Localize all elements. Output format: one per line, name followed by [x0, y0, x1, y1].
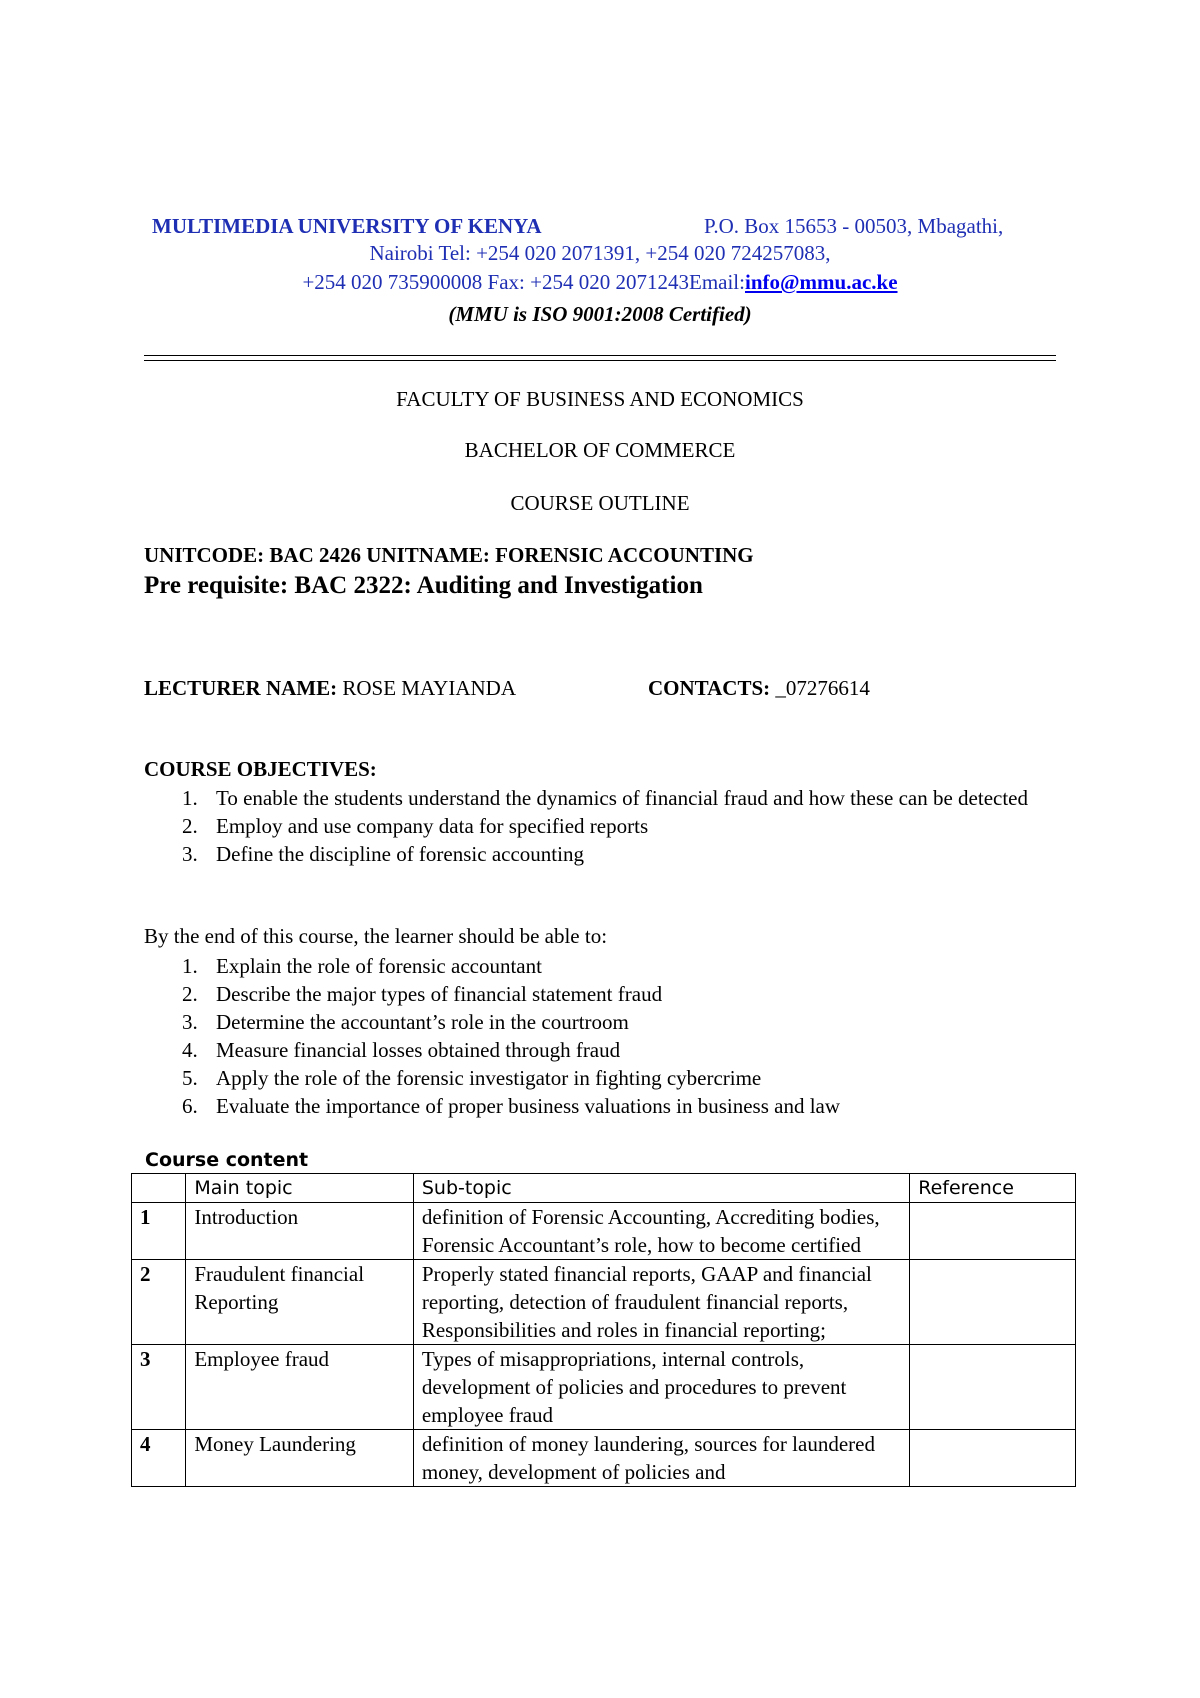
table-header-row — [132, 1174, 1076, 1203]
row-number: 4 — [132, 1430, 186, 1487]
list-text: Explain the role of forensic accountant — [216, 954, 542, 978]
prerequisite: Pre requisite: BAC 2322: Auditing and Investigation — [144, 572, 703, 599]
list-text: Employ and use company data for specified reports — [216, 814, 649, 838]
list-number: 3. — [182, 1010, 198, 1034]
list-number: 4. — [182, 1038, 198, 1062]
list-text: Measure financial losses obtained through fraud — [216, 1038, 621, 1062]
iso-certification: (MMU is ISO 9001:2008 Certified) — [448, 302, 752, 326]
lecturer-name: ROSE MAYIANDA — [342, 676, 517, 700]
lecturer-label: LECTURER NAME: — [144, 676, 338, 700]
list-item — [144, 1092, 1064, 1120]
list-number: 3. — [182, 842, 198, 866]
list-item — [144, 1064, 1064, 1092]
reference-cell — [910, 1260, 1076, 1345]
list-item — [144, 1008, 1064, 1036]
list-text: Apply the role of the forensic investigator in fighting cybercrime — [216, 1066, 762, 1090]
main-topic-cell: Introduction — [186, 1203, 413, 1260]
lecturer-line — [144, 676, 516, 701]
course-content-table — [131, 1173, 1076, 1487]
email-link[interactable]: info@mmu.ac.ke — [744, 270, 898, 294]
list-text: Evaluate the importance of proper business valuations in business and law — [216, 1094, 841, 1118]
list-item — [144, 980, 1064, 1008]
course-content-title: Course content — [145, 1149, 309, 1171]
list-item — [144, 952, 1064, 980]
sub-topic-cell: definition of money laundering, sources for laundered money, development of policies and — [413, 1430, 909, 1487]
row-number: 3 — [132, 1345, 186, 1430]
list-number: 1. — [182, 954, 198, 978]
table-row — [132, 1345, 1076, 1430]
reference-cell — [910, 1430, 1076, 1487]
faculty-heading: FACULTY OF BUSINESS AND ECONOMICS — [396, 387, 804, 411]
document-title: COURSE OUTLINE — [510, 491, 690, 515]
list-item — [144, 784, 1064, 812]
column-header-main-topic: Main topic — [186, 1174, 413, 1203]
outcomes-intro: By the end of this course, the learner should be able to: — [144, 924, 608, 948]
contacts-label: CONTACTS: — [648, 676, 771, 700]
po-box: P.O. Box 15653 - 00503, Mbagathi, — [704, 214, 1004, 238]
list-number: 6. — [182, 1094, 198, 1118]
contacts-line — [648, 676, 870, 701]
reference-cell — [910, 1203, 1076, 1260]
degree-heading: BACHELOR OF COMMERCE — [464, 438, 736, 462]
sub-topic-cell: definition of Forensic Accounting, Accrediting bodies, Forensic Accountant’s role, how to become certified — [413, 1203, 909, 1260]
objectives-list — [144, 784, 1064, 868]
list-item — [144, 812, 1064, 840]
main-topic-cell: Fraudulent financial Reporting — [186, 1260, 413, 1345]
main-topic-cell: Money Laundering — [186, 1430, 413, 1487]
contacts-value: _07276614 — [775, 676, 870, 700]
list-text: Describe the major types of financial statement fraud — [216, 982, 663, 1006]
list-item — [144, 840, 1064, 868]
header-divider-top — [144, 355, 1056, 356]
header-fax-text: +254 020 735900008 Fax: +254 020 2071243Email: — [302, 270, 745, 294]
column-header-reference: Reference — [910, 1174, 1076, 1203]
list-number: 5. — [182, 1066, 198, 1090]
list-number: 2. — [182, 982, 198, 1006]
sub-topic-cell: Types of misappropriations, internal controls, development of policies and procedures to prevent employee fraud — [413, 1345, 909, 1430]
list-number: 2. — [182, 814, 198, 838]
header-fax-line — [0, 270, 1200, 295]
header-phone-line: Nairobi Tel: +254 020 2071391, +254 020 724257083, — [369, 241, 831, 265]
list-text: Determine the accountant’s role in the courtroom — [216, 1010, 629, 1034]
table-row — [132, 1430, 1076, 1487]
list-text: Define the discipline of forensic accounting — [216, 842, 584, 866]
header-divider-bottom — [144, 360, 1056, 361]
objectives-title: COURSE OBJECTIVES: — [144, 757, 377, 781]
table-row — [132, 1203, 1076, 1260]
sub-topic-cell: Properly stated financial reports, GAAP and financial reporting, detection of fraudulent financial reports, Responsibilities and roles in financial reporting; — [413, 1260, 909, 1345]
column-header-number — [132, 1174, 186, 1203]
university-name: MULTIMEDIA UNIVERSITY OF KENYA — [152, 214, 542, 238]
unit-info: UNITCODE: BAC 2426 UNITNAME: FORENSIC ACCOUNTING — [144, 543, 754, 567]
reference-cell — [910, 1345, 1076, 1430]
list-text: To enable the students understand the dynamics of financial fraud and how these can be detected — [216, 786, 1028, 810]
row-number: 1 — [132, 1203, 186, 1260]
table-row — [132, 1260, 1076, 1345]
column-header-sub-topic: Sub-topic — [413, 1174, 909, 1203]
list-number: 1. — [182, 786, 198, 810]
outcomes-list — [144, 952, 1064, 1120]
list-item — [144, 1036, 1064, 1064]
main-topic-cell: Employee fraud — [186, 1345, 413, 1430]
row-number: 2 — [132, 1260, 186, 1345]
